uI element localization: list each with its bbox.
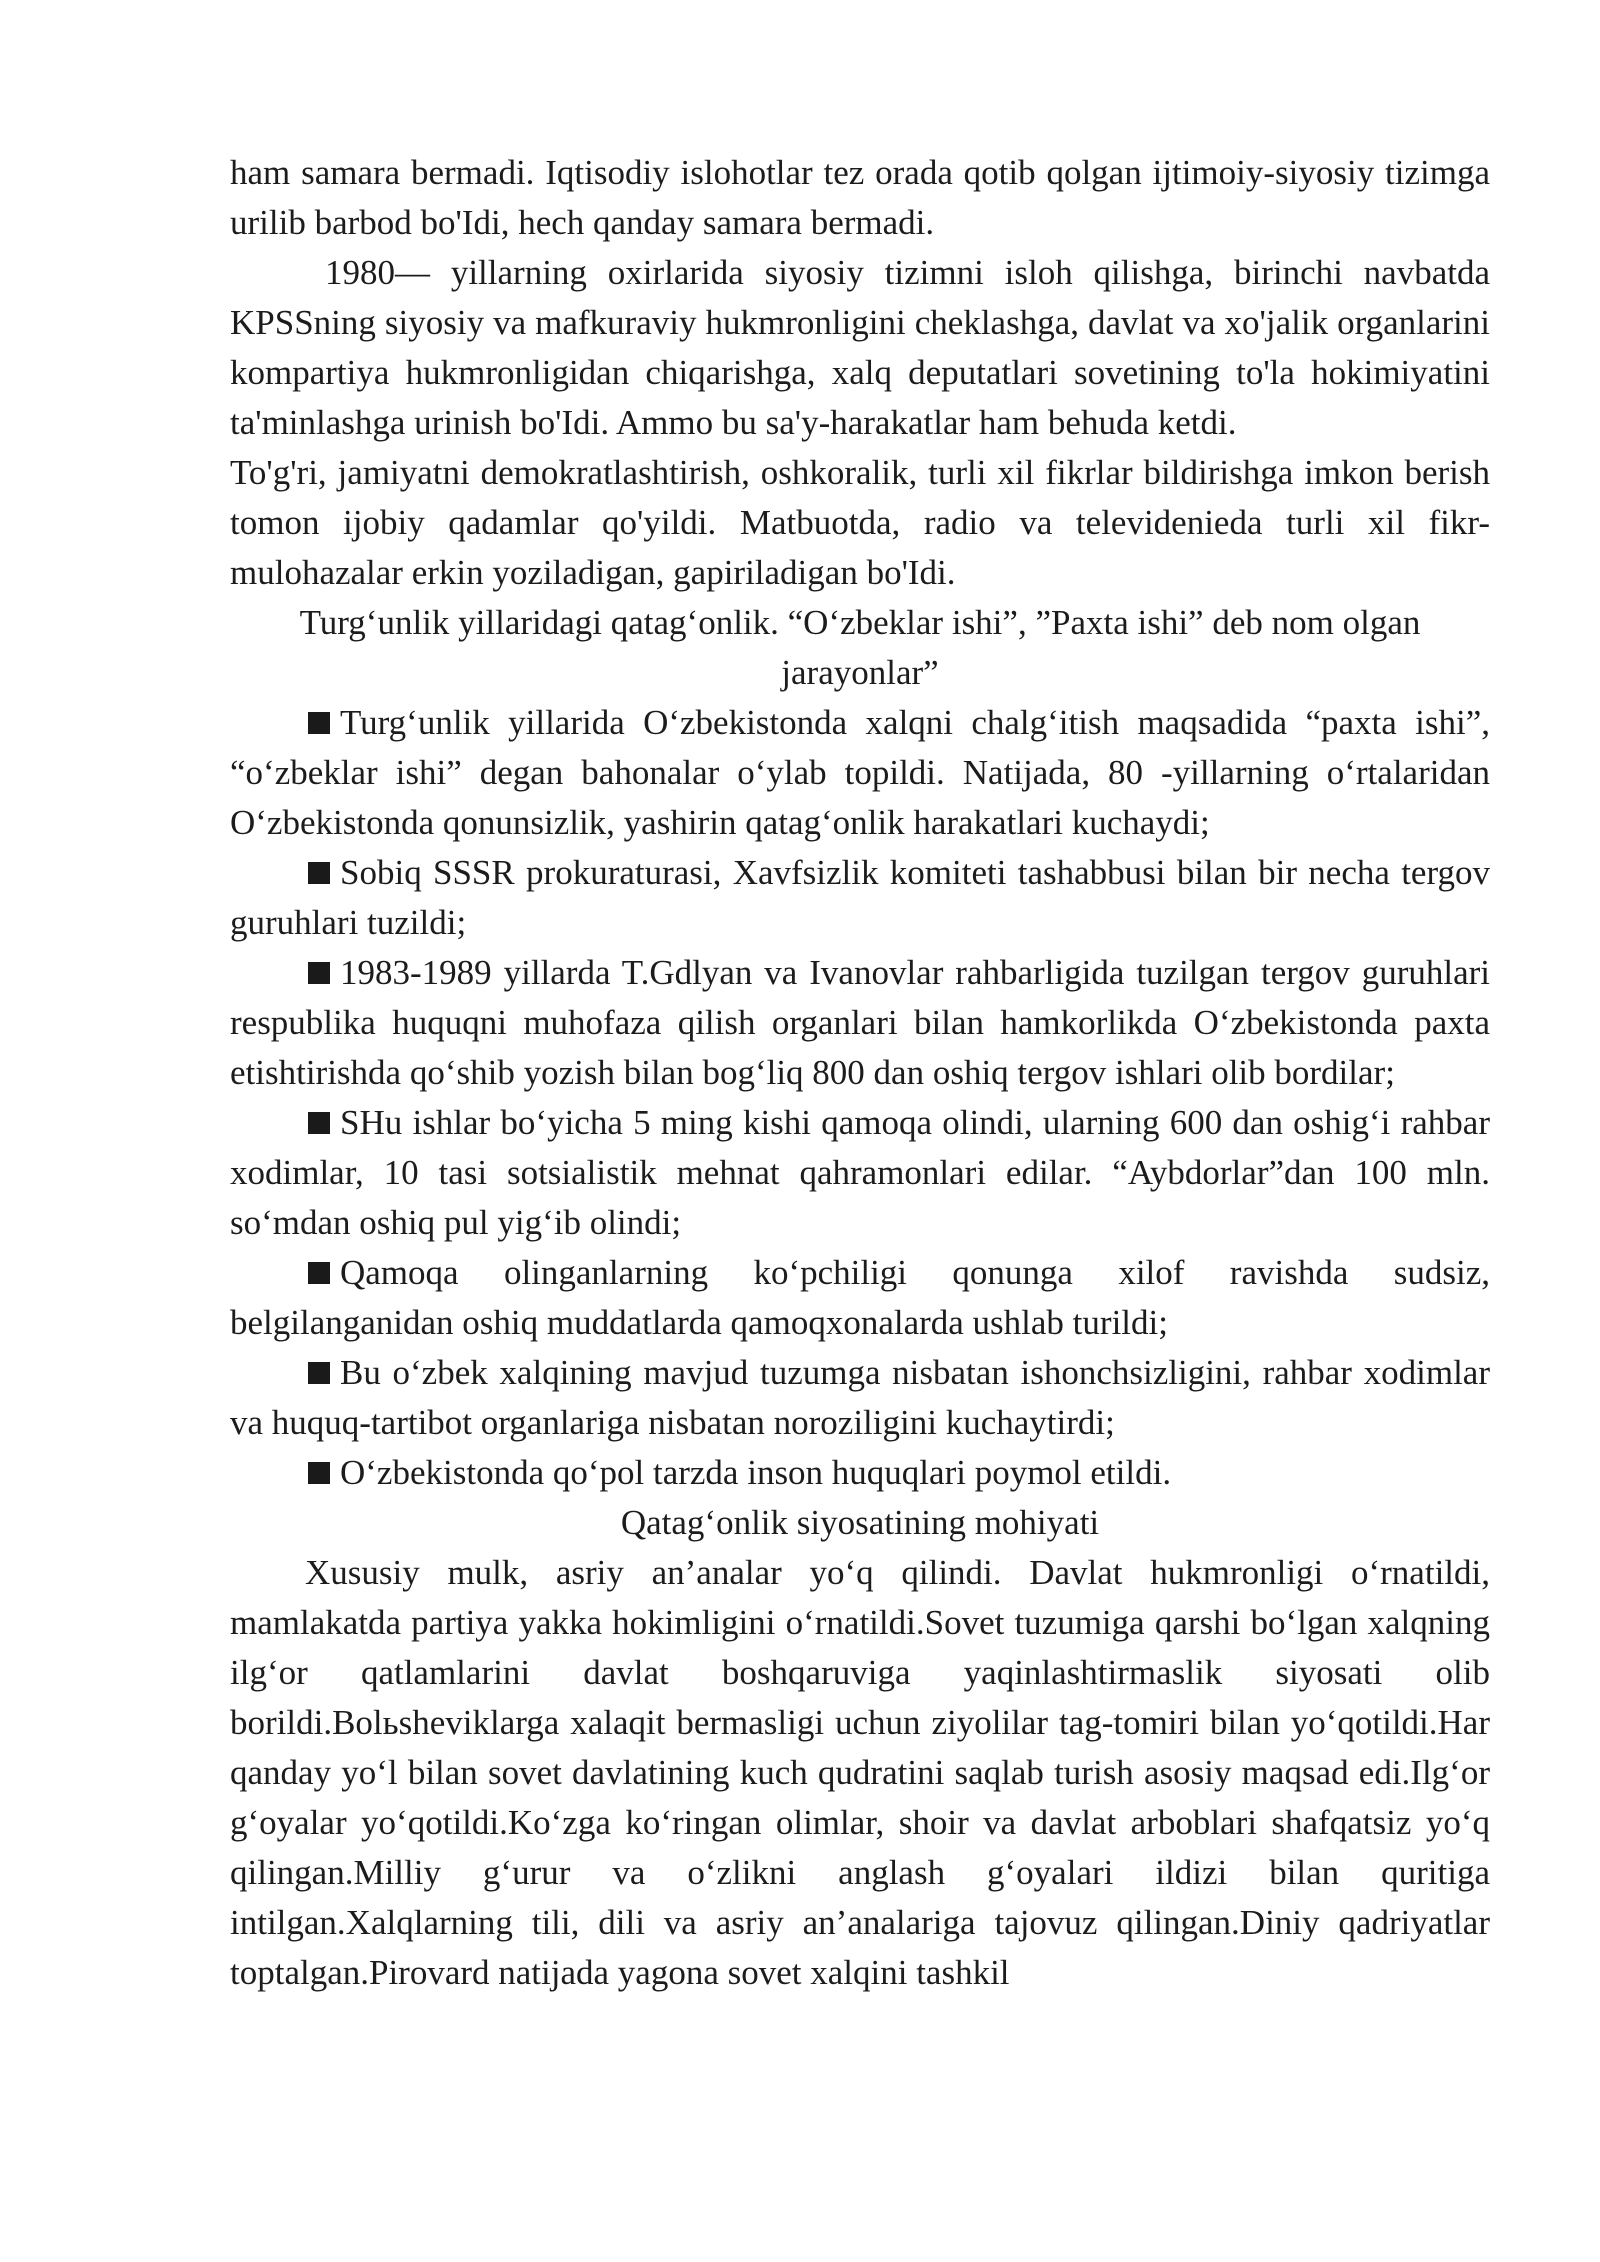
bullet-item-3 [230,948,1490,1098]
square-bullet-icon [308,1462,330,1484]
bullet-item-4 [230,1098,1490,1248]
square-bullet-icon [308,1112,330,1134]
bullet-item-2 [230,848,1490,948]
section-heading-1: Turg‘unlik yillaridagi qatag‘onlik. “O‘zbeklar ishi”, ”Paxta ishi” deb nom olgan jarayonlar” [299,603,1421,692]
bullet-text: O‘zbekistonda qo‘pol tarzda inson huquqlari poymol etildi. [340,1453,1172,1492]
bullet-item-5 [230,1248,1490,1348]
paragraph-4: Xususiy mulk, asriy an’analar yo‘q qilindi. Davlat hukmronligi o‘rnatildi, mamlakatda partiya yakka hokimligini o‘rnatildi.Sovet tuzumiga qarshi bo‘lgan xalqning ilg‘or qatlamlarini davlat boshqaruviga yaqinlashtirmaslik siyosati olib borildi.Bolьsheviklarga xalaqit bermasligi uchun ziyolilar tag-tomiri bilan yo‘qotildi.Har qanday yo‘l bilan sovet davlatining kuch qudratini saqlab turish asosiy maqsad edi.Ilg‘or g‘oyalar yo‘qotildi.Ko‘zga ko‘ringan olimlar, shoir va davlat arboblari shafqatsiz yo‘q qilingan.Milliy g‘urur va o‘zlikni anglash g‘oyalari ildizi bilan quritiga intilgan.Xalqlarning tili, dili va asriy an’analariga tajovuz qilingan.Diniy qadriyatlar toptalgan.Pirovard natijada yagona sovet xalqini tashkil [230,1553,1490,1992]
square-bullet-icon [308,1262,330,1284]
square-bullet-icon [308,712,330,734]
paragraph-2: 1980— yillarning oxirlarida siyosiy tizimni isloh qilishga, birinchi navbatda KPSSning siyosiy va mafkuraviy hukmronligini cheklashga, davlat va xo'jalik organlarini kompartiya hukmronligidan chiqarishga, xalq deputatlari sovetining to'la hokimiyatini ta'minlashga urinish bo'Idi. Ammo bu sa'y-harakatlar ham behuda ketdi. [230,253,1490,442]
section-heading-2: Qatag‘onlik siyosatining mohiyati [620,1503,1100,1542]
bullet-text: Sobiq SSSR prokuraturasi, Xavfsizlik komiteti tashabbusi bilan bir necha tergov guruhlari tuzildi; [230,853,1490,942]
paragraph-1: ham samara bermadi. Iqtisodiy islohotlar tez orada qotib qolgan ijtimoiy-siyosiy tizimga urilib barbod bo'Idi, hech qanday samara bermadi. [230,153,1490,242]
bullet-text: 1983-1989 yillarda T.Gdlyan va Ivanovlar rahbarligida tuzilgan tergov guruhlari respublika huquqni muhofaza qilish organlari bilan hamkorlikda O‘zbekistonda paxta etishtirishda qo‘shib yozish bilan bog‘liq 800 dan oshiq tergov ishlari olib bordilar; [230,953,1490,1092]
square-bullet-icon [308,862,330,884]
document-page [230,148,1490,1998]
paragraph-3: To'g'ri, jamiyatni demokratlashtirish, oshkoralik, turli xil fikrlar bildirishga imkon berish tomon ijobiy qadamlar qo'yildi. Matbuotda, radio va televidenieda turli xil fikr-mulohazalar erkin yoziladigan, gapiriladigan bo'Idi. [230,453,1490,592]
bullet-text: Qamoqa olinganlarning ko‘pchiligi qonunga xilof ravishda sudsiz, belgilanganidan oshiq muddatlarda qamoqxonalarda ushlab turildi; [230,1253,1490,1342]
bullet-item-7 [230,1448,1490,1498]
bullet-text: Turg‘unlik yillarida O‘zbekistonda xalqni chalg‘itish maqsadida “paxta ishi”, “o‘zbeklar ishi” degan bahonalar o‘ylab topildi. Natijada, 80 -yillarning o‘rtalaridan O‘zbekistonda qonunsizlik, yashirin qatag‘onlik harakatlari kuchaydi; [230,703,1490,842]
bullet-text: SHu ishlar bo‘yicha 5 ming kishi qamoqa olindi, ularning 600 dan oshig‘i rahbar xodimlar, 10 tasi sotsialistik mehnat qahramonlari edilar. “Aybdorlar”dan 100 mln. so‘mdan oshiq pul yig‘ib olindi; [230,1103,1490,1242]
square-bullet-icon [308,1362,330,1384]
square-bullet-icon [308,962,330,984]
bullet-text: Bu o‘zbek xalqining mavjud tuzumga nisbatan ishonchsizligini, rahbar xodimlar va huquq-tartibot organlariga nisbatan noroziligini kuchaytirdi; [230,1353,1490,1442]
bullet-item-1 [230,698,1490,848]
bullet-item-6 [230,1348,1490,1448]
